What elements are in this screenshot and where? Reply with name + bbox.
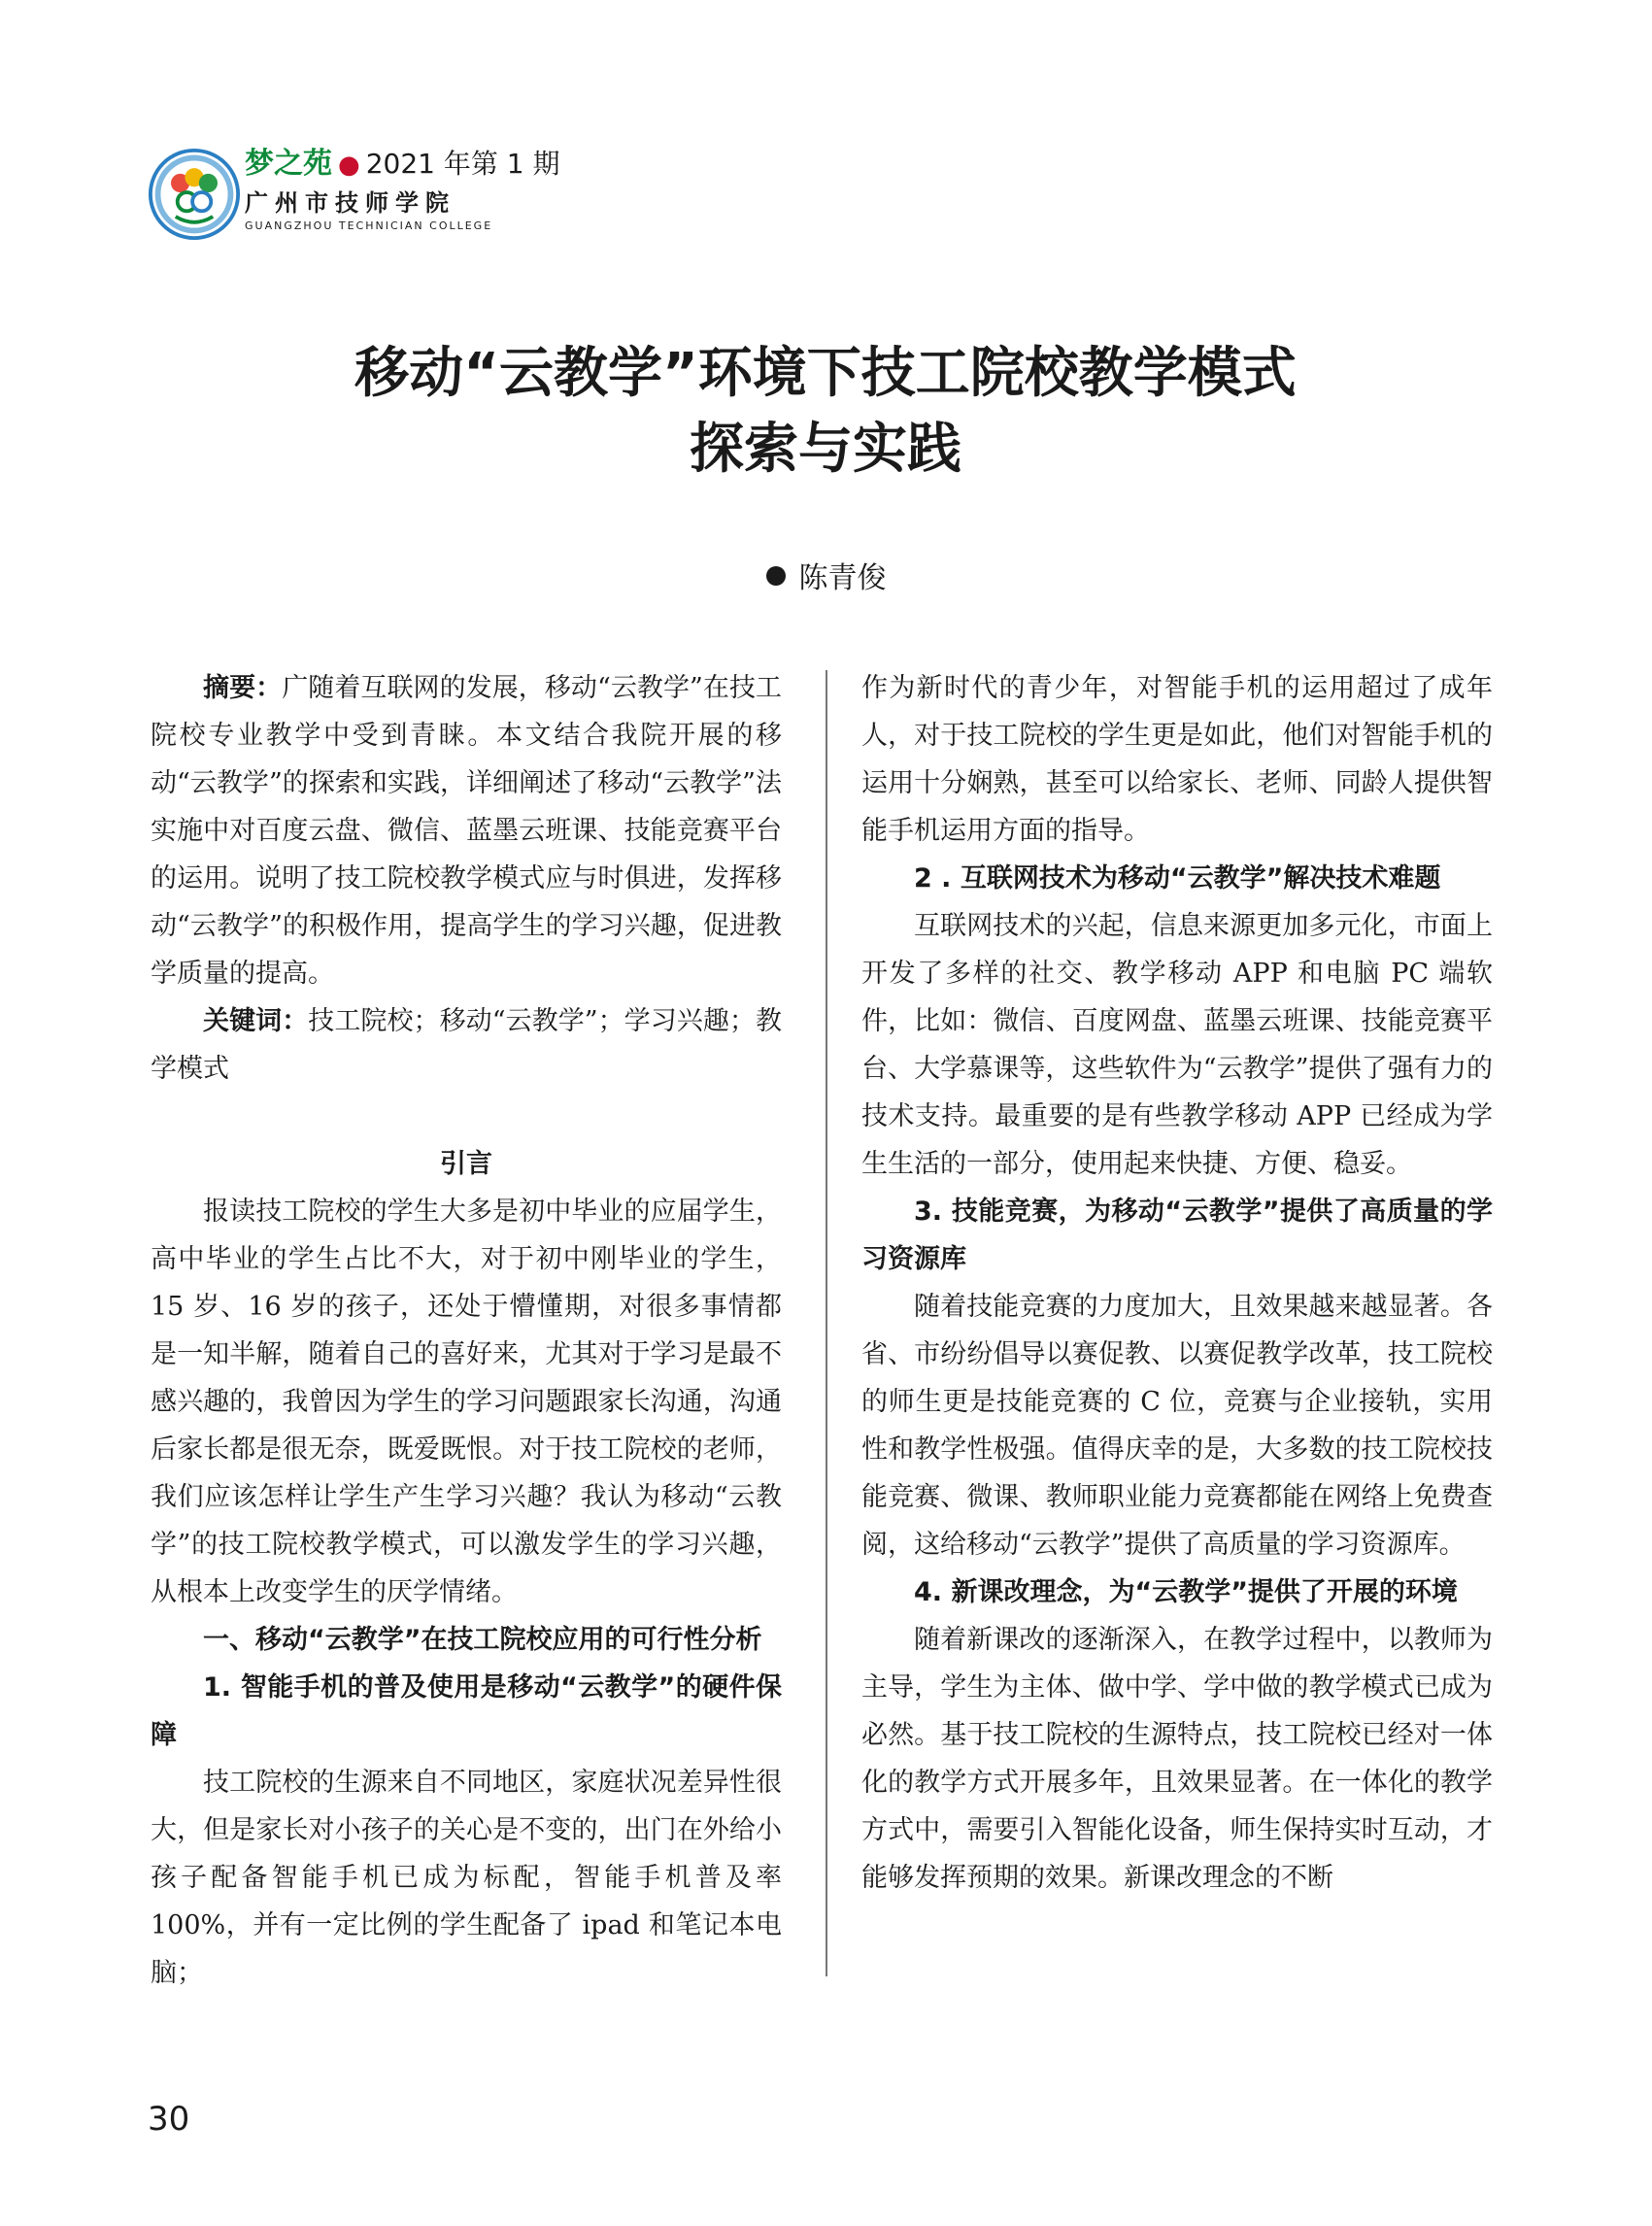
subsection1-paragraph: 技工院校的生源来自不同地区，家庭状况差异性很大，但是家长对小孩子的关心是不变的，出门在外给小孩子配备智能手机已成为标配，智能手机普及率 100%，并有一定比例的学生配备了 ipad 和笔记本电脑； [151,1768,782,1988]
journal-line [245,148,559,182]
journal-name: 梦之苑 [245,147,332,181]
subsection3-paragraph: 随着技能竞赛的力度加大，且效果越来越显著。各省、市纷纷倡导以赛促教、以赛促教学改革，技工院校的师生更是技能竞赛的 C 位，竞赛与企业接轨，实用性和教学性极强。值得庆幸的是，大多数的技工院校技能竞赛、微课、教师职业能力竞赛都能在网络上免费查阅，这给移动“云教学”提供了高质量的学习资源库。 [861,1292,1493,1560]
right-column [861,664,1493,1902]
author-line [0,554,1652,596]
spacer [151,1093,782,1140]
intro-paragraph: 报读技工院校的学生大多是初中毕业的应届学生，高中毕业的学生占比不大，对于初中刚毕业的学生，15 岁、16 岁的孩子，还处于懵懂期，对很多事情都是一知半解，随着自己的喜好来，尤其对于学习是最不感兴趣的，我曾因为学生的学习问题跟家长沟通，沟通后家长都是很无奈，既爱既恨。对于技工院校的老师，我们应该怎样让学生产生学习兴趣？我认为移动“云教学”的技工院校教学模式，可以激发学生的学习兴趣，从根本上改变学生的厌学情绪。 [151,1197,782,1607]
subsection1-heading: 1. 智能手机的普及使用是移动“云教学”的硬件保障 [151,1672,782,1750]
subsection3-heading: 3. 技能竞赛，为移动“云教学”提供了高质量的学习资源库 [861,1197,1493,1274]
keywords-label: 关键词： [203,1006,309,1036]
subsection4-heading: 4. 新课改理念，为“云教学”提供了开展的环境 [914,1577,1458,1607]
abstract-paragraph [151,664,782,997]
keywords-paragraph [151,997,782,1093]
section1-heading: 一、移动“云教学”在技工院校应用的可行性分析 [203,1625,762,1655]
college-name-cn: 广州市技师学院 [245,189,455,217]
intro-heading: 引言 [440,1149,492,1179]
bullet-icon [766,566,786,586]
journal-header [245,148,559,232]
college-name-en: GUANGZHOU TECHNICIAN COLLEGE [245,219,493,232]
left-column [151,664,782,1997]
subsection4-paragraph: 随着新课改的逐渐深入，在教学过程中，以教师为主导，学生为主体、做中学、学中做的教学模式已成为必然。基于技工院校的生源特点，技工院校已经对一体化的教学方式开展多年，且效果显著。在一体化的教学方式中，需要引入智能化设备，师生保持实时互动，才能够发挥预期的效果。新课改理念的不断 [861,1625,1493,1893]
author-name: 陈青俊 [798,561,887,595]
continued-paragraph: 作为新时代的青少年，对智能手机的运用超过了成年人，对于技工院校的学生更是如此，他们对智能手机的运用十分娴熟，甚至可以给家长、老师、同龄人提供智能手机运用方面的指导。 [861,673,1493,846]
subsection2-paragraph: 互联网技术的兴起，信息来源更加多元化，市面上开发了多样的社交、教学移动 APP 和电脑 PC 端软件，比如：微信、百度网盘、蓝墨云班课、技能竞赛平台、大学慕课等，这些软件为“云教学”提供了强有力的技术支持。最重要的是有些教学移动 APP 已经成为学生生活的一部分，使用起来快捷、方便、稳妥。 [861,911,1493,1179]
keywords-text: 技工院校；移动“云教学”；学习兴趣；教学模式 [151,1006,782,1084]
college-logo [148,148,241,241]
subsection2-heading: 2 . 互联网技术为移动“云教学”解决技术难题 [914,863,1441,894]
article-title-line2: 探索与实践 [690,418,961,481]
abstract-text: 广随着互联网的发展，移动“云教学”在技工院校专业教学中受到青睐。本文结合我院开展的移动“云教学”的探索和实践，详细阐述了移动“云教学”法实施中对百度云盘、微信、蓝墨云班课、技能竞赛平台的运用。说明了技工院校教学模式应与时俱进，发挥移动“云教学”的积极作用，提高学生的学习兴趣，促进教学质量的提高。 [151,673,783,989]
journal-issue: 2021 年第 1 期 [365,148,560,180]
abstract-label: 摘要： [203,673,283,703]
article-title-line1: 移动“云教学”环境下技工院校教学模式 [354,342,1297,405]
separator-dot-icon: ● [338,151,360,180]
page-number: 30 [148,2100,190,2139]
column-divider [826,670,827,1976]
